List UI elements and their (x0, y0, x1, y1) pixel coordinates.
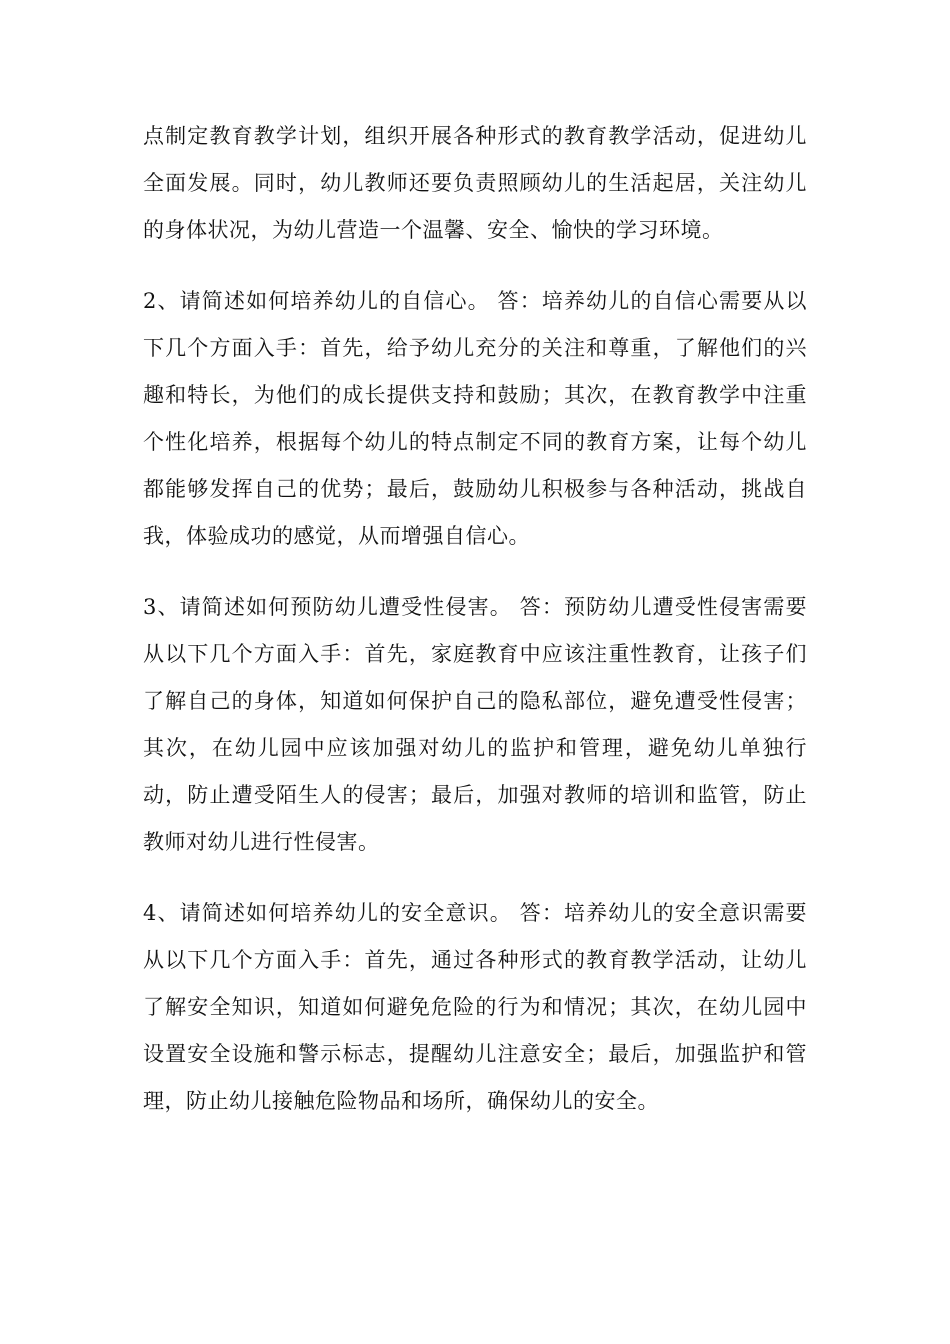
paragraph-intro-continuation: 点制定教育教学计划，组织开展各种形式的教育教学活动，促进幼儿全面发展。同时，幼儿教师还要负责照顾幼儿的生活起居，关注幼儿的身体状况，为幼儿营造一个温馨、安全、愉快的学习环境。 (143, 124, 807, 242)
document-body (143, 113, 807, 1125)
paragraph-question-3: 3、请简述如何预防幼儿遭受性侵害。 答：预防幼儿遭受性侵害需要从以下几个方面入手：首先，家庭教育中应该注重性教育，让孩子们了解自己的身体，知道如何保护自己的隐私部位，避免遭受性侵害；其次，在幼儿园中应该加强对幼儿的监护和管理，避免幼儿单独行动，防止遭受陌生人的侵害；最后，加强对教师的培训和监管，防止教师对幼儿进行性侵害。 (143, 595, 807, 854)
paragraph-question-4: 4、请简述如何培养幼儿的安全意识。 答：培养幼儿的安全意识需要从以下几个方面入手：首先，通过各种形式的教育教学活动，让幼儿了解安全知识，知道如何避免危险的行为和情况；其次，在幼儿园中设置安全设施和警示标志，提醒幼儿注意安全；最后，加强监护和管理，防止幼儿接触危险物品和场所，确保幼儿的安全。 (143, 901, 807, 1113)
paragraph-question-2: 2、请简述如何培养幼儿的自信心。 答：培养幼儿的自信心需要从以下几个方面入手：首先，给予幼儿充分的关注和尊重，了解他们的兴趣和特长，为他们的成长提供支持和鼓励；其次，在教育教学中注重个性化培养，根据每个幼儿的特点制定不同的教育方案，让每个幼儿都能够发挥自己的优势；最后，鼓励幼儿积极参与各种活动，挑战自我，体验成功的感觉，从而增强自信心。 (143, 289, 807, 548)
